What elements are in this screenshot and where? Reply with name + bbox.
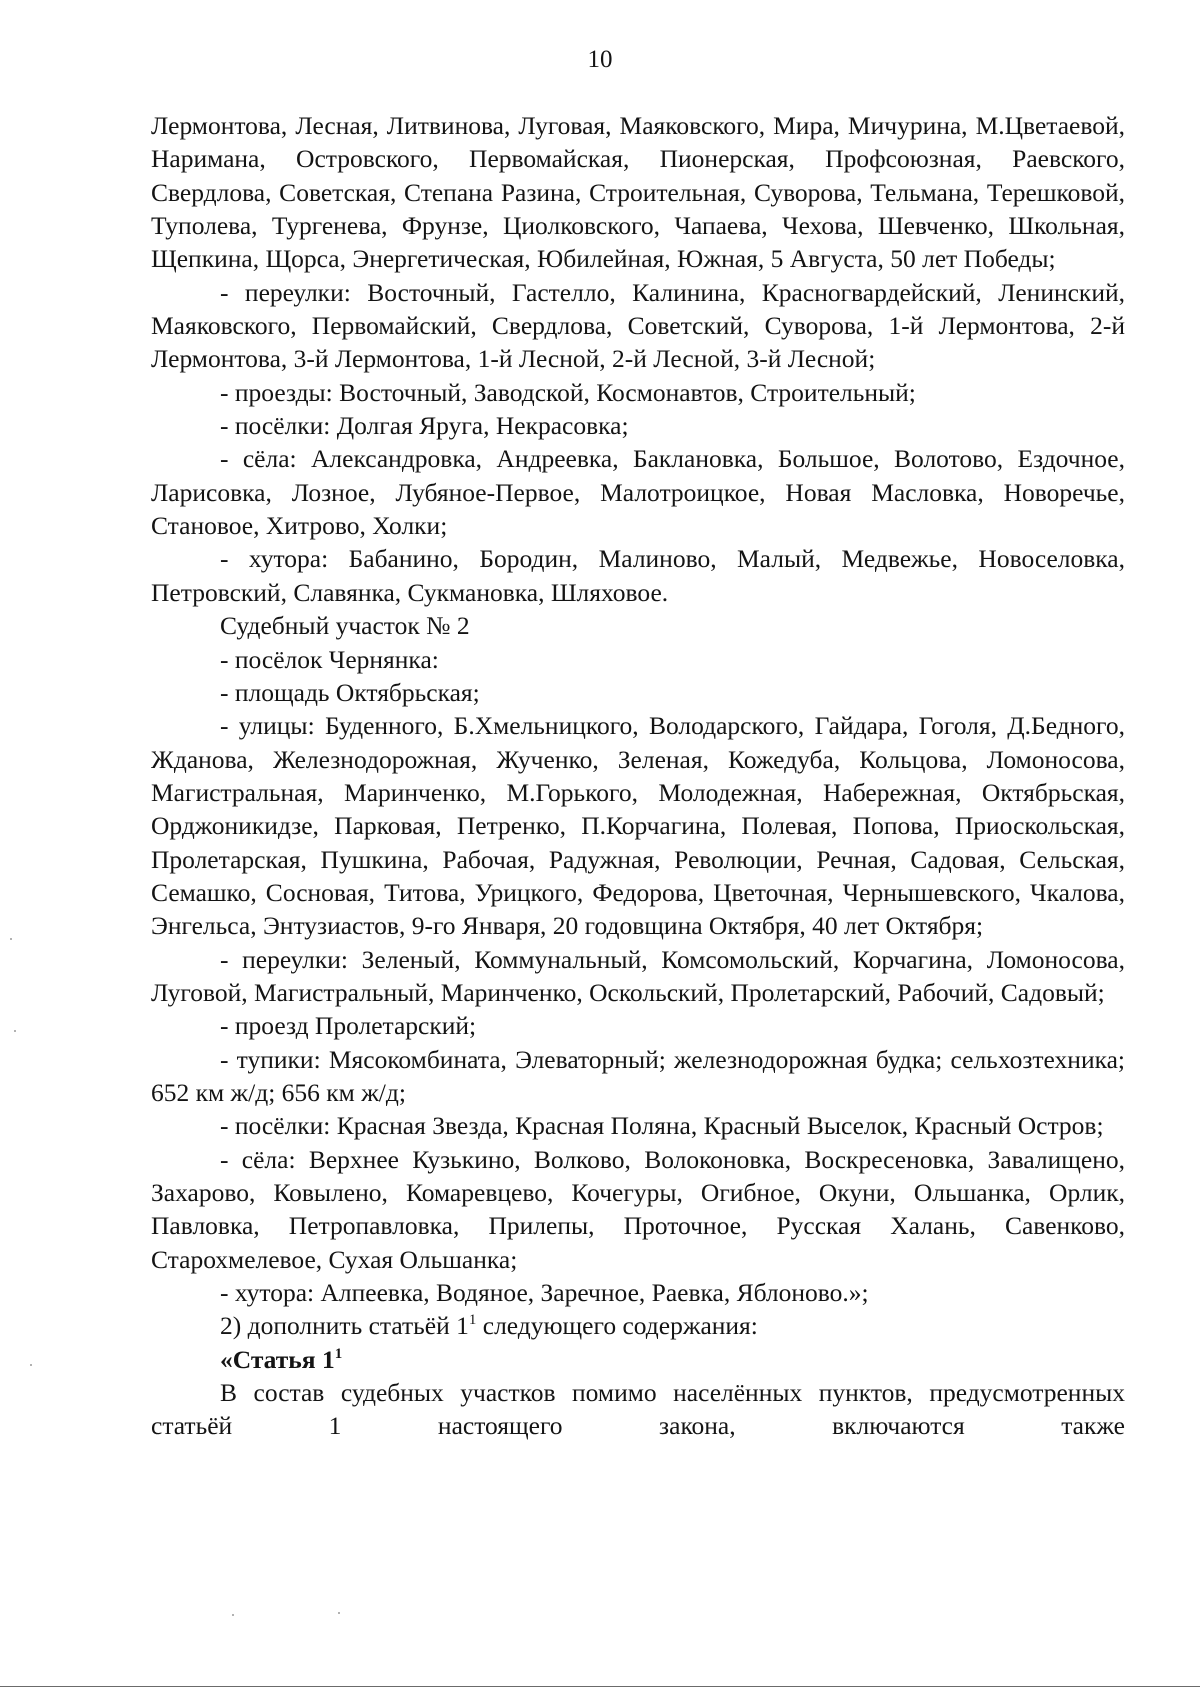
amendment-text-after: следующего содержания: (476, 1311, 758, 1341)
paragraph-amendment-2 (151, 1309, 1125, 1342)
paragraph-square: - площадь Октябрьская; (220, 677, 480, 707)
paragraph-hamlets-2: - хутора: Алпеевка, Водяное, Заречное, Раевка, Яблоново.»; (220, 1278, 869, 1308)
section-heading-court-district-2: Судебный участок № 2 (220, 611, 470, 641)
paragraph-chernyanka-settlement: - посёлок Чернянка: (220, 644, 439, 674)
paragraph-villages-2: - сёла: Верхнее Кузькино, Волково, Волоконовка, Воскресеновка, Завалищено, Захарово, Ковылено, Комаревцево, Кочегуры, Огибное, Окуни, Ольшанка, Орлик, Павловка, Петропавловка, Прилепы, Проточное, Русская Халань, Савенково, Старохмелевое, Сухая Ольшанка; (151, 1144, 1125, 1274)
amendment-superscript: 1 (468, 1312, 477, 1329)
paragraph-passage-2: - проезд Пролетарский; (220, 1011, 477, 1041)
scan-mark (10, 938, 12, 940)
scan-bottom-rule (0, 1686, 1200, 1687)
paragraph-villages-1: - сёла: Александровка, Андреевка, Баклановка, Большое, Волотово, Ездочное, Ларисовка, Лозное, Лубяное-Первое, Малотроицкое, Новая Масловка, Новоречье, Становое, Хитрово, Холки; (151, 444, 1125, 541)
paragraph-settlements-2: - посёлки: Красная Звезда, Красная Поляна, Красный Выселок, Красный Остров; (220, 1111, 1104, 1141)
article-heading-superscript: 1 (334, 1345, 343, 1362)
scan-mark (30, 1364, 32, 1366)
paragraph-settlements-1: - посёлки: Долгая Яруга, Некрасовка; (220, 411, 629, 441)
paragraph-lanes-1: - переулки: Восточный, Гастелло, Калинина, Красногвардейский, Ленинский, Маяковского, Первомайский, Свердлова, Советский, Суворова, 1-й Лермонтова, 2-й Лермонтова, 3-й Лермонтова, 1-й Лесной, 2-й Лесной, 3-й Лесной; (151, 277, 1125, 374)
paragraph-lanes-2: - переулки: Зеленый, Коммунальный, Комсомольский, Корчагина, Ломоносова, Луговой, Магистральный, Маринченко, Оскольский, Пролетарский, Рабочий, Садовый; (151, 944, 1125, 1007)
page-number: 10 (587, 46, 613, 73)
paragraph-passages-1: - проезды: Восточный, Заводской, Космонавтов, Строительный; (220, 377, 916, 407)
article-heading-text: «Статья 1 (220, 1344, 335, 1374)
scan-mark (14, 1030, 16, 1032)
article-heading (151, 1343, 1125, 1376)
article-body: В состав судебных участков помимо населённых пунктов, предусмотренных статьёй 1 настоящего закона, включаются также (151, 1378, 1125, 1441)
scan-mark (232, 1614, 234, 1616)
amendment-text-before: 2) дополнить статьёй 1 (220, 1311, 469, 1341)
paragraph-streets-continued: Лермонтова, Лесная, Литвинова, Луговая, Маяковского, Мира, Мичурина, М.Цветаевой, Наримана, Островского, Первомайская, Пионерская, Профсоюзная, Раевского, Свердлова, Советская, Степана Разина, Строительная, Суворова, Тельмана, Терешковой, Туполева, Тургенева, Фрунзе, Циолковского, Чапаева, Чехова, Шевченко, Школьная, Щепкина, Щорса, Энергетическая, Юбилейная, Южная, 5 Августа, 50 лет Победы; (151, 111, 1125, 274)
paragraph-streets-2: - улицы: Буденного, Б.Хмельницкого, Володарского, Гайдара, Гоголя, Д.Бедного, Жданова, Железнодорожная, Жученко, Зеленая, Кожедуба, Кольцова, Ломоносова, Магистральная, Маринченко, М.Горького, Молодежная, Набережная, Октябрьская, Орджоникидзе, Парковая, Петренко, П.Корчагина, Полевая, Попова, Приоскольская, Пролетарская, Пушкина, Рабочая, Радужная, Революции, Речная, Садовая, Сельская, Семашко, Сосновая, Титова, Урицкого, Федорова, Цветочная, Чернышевского, Чкалова, Энгельса, Энтузиастов, 9-го Января, 20 годовщина Октября, 40 лет Октября; (151, 711, 1125, 941)
paragraph-dead-ends: - тупики: Мясокомбината, Элеваторный; железнодорожная будка; сельхозтехника; 652 км ж/д; 656 км ж/д; (151, 1044, 1125, 1107)
paragraph-hamlets-1: - хутора: Бабанино, Бородин, Малиново, Малый, Медвежье, Новоселовка, Петровский, Славянка, Сукмановка, Шляховое. (151, 544, 1125, 607)
scan-mark (338, 1612, 340, 1614)
document-body (151, 109, 1125, 1443)
